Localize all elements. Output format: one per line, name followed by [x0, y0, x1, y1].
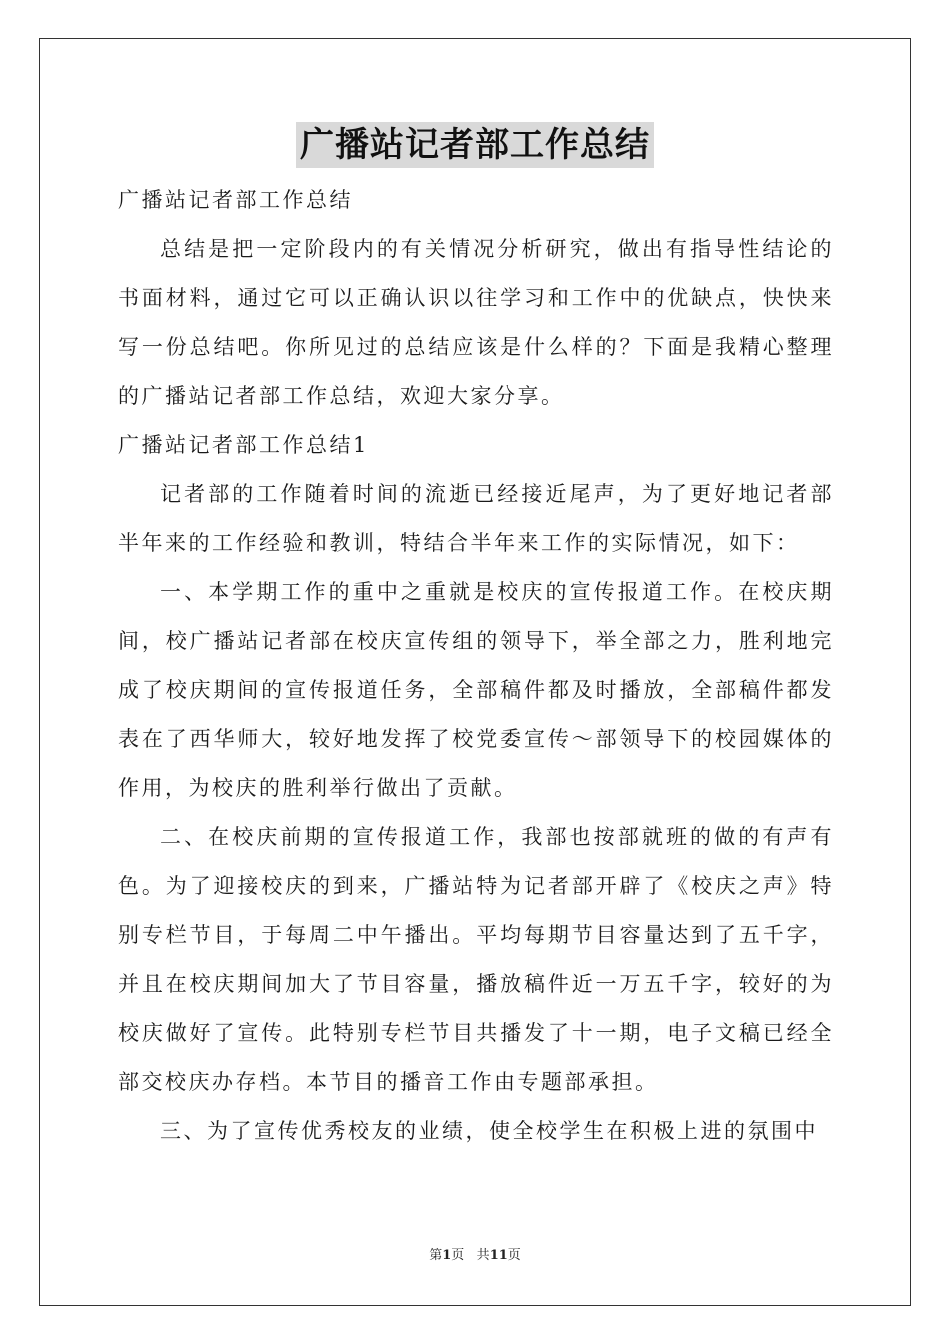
page-unit: 页 — [451, 1248, 465, 1263]
paragraph: 广播站记者部工作总结 — [118, 188, 353, 212]
paragraph: 总结是把一定阶段内的有关情况分析研究，做出有指导性结论的书面材料，通过它可以正确认识以往学习和工作中的优缺点，快快来写一份总结吧。你所见过的总结应该是什么样的？下面是我精心整理的广播站记者部工作总结，欢迎大家分享。 — [118, 237, 834, 408]
page-total: 11 — [489, 1248, 508, 1263]
paragraph: 一、本学期工作的重中之重就是校庆的宣传报道工作。在校庆期间，校广播站记者部在校庆宣传组的领导下，举全部之力，胜利地完成了校庆期间的宣传报道任务，全部稿件都及时播放，全部稿件都发表在了西华师大，较好地发挥了校党委宣传～部领导下的校园媒体的作用，为校庆的胜利举行做出了贡献。 — [118, 580, 834, 800]
paragraph: 记者部的工作随着时间的流逝已经接近尾声，为了更好地记者部半年来的工作经验和教训，特结合半年来工作的实际情况，如下： — [118, 482, 834, 555]
page-prefix: 第 — [429, 1248, 443, 1263]
paragraph: 广播站记者部工作总结1 — [118, 433, 369, 457]
page-current: 1 — [442, 1248, 452, 1263]
paragraph: 三、为了宣传优秀校友的业绩，使全校学生在积极上进的氛围中 — [160, 1119, 818, 1143]
title-container — [0, 122, 950, 168]
document-title: 广播站记者部工作总结 — [296, 122, 654, 168]
total-prefix: 共 — [476, 1248, 490, 1263]
total-unit: 页 — [507, 1248, 521, 1263]
page-footer — [0, 1247, 950, 1265]
document-body — [118, 176, 834, 1156]
paragraph: 二、在校庆前期的宣传报道工作，我部也按部就班的做的有声有色。为了迎接校庆的到来，广播站特为记者部开辟了《校庆之声》特别专栏节目，于每周二中午播出。平均每期节目容量达到了五千字，并且在校庆期间加大了节目容量，播放稿件近一万五千字，较好的为校庆做好了宣传。此特别专栏节目共播发了十一期，电子文稿已经全部交校庆办存档。本节目的播音工作由专题部承担。 — [118, 825, 834, 1094]
